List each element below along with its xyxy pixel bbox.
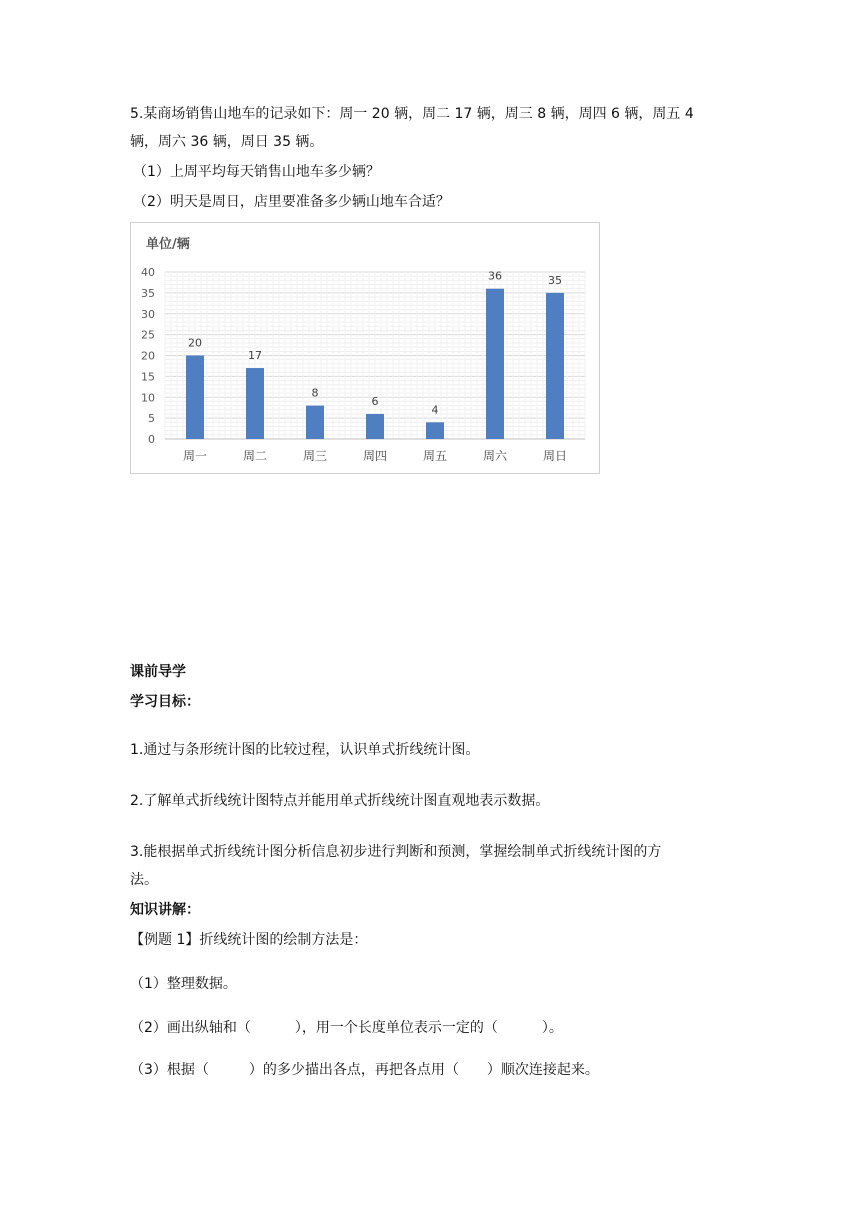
y-tick-label: 15	[141, 370, 155, 384]
y-tick-label: 20	[141, 349, 155, 363]
knowledge-heading: 知识讲解：	[130, 902, 200, 918]
step-3	[130, 1060, 599, 1080]
data-label: 6	[371, 394, 379, 408]
x-tick-label: 周二	[242, 449, 268, 463]
step-1: （1）整理数据。	[130, 976, 237, 992]
goal-3-line-1: 3.能根据单式折线统计图分析信息初步进行判断和预测，掌握绘制单式折线统计图的方	[130, 844, 662, 860]
data-label: 8	[311, 386, 319, 400]
bar	[486, 289, 504, 439]
x-tick-label: 周三	[302, 449, 328, 463]
goal-1: 1.通过与条形统计图的比较过程，认识单式折线统计图。	[130, 742, 480, 758]
chart-title: 单位/辆	[146, 237, 190, 252]
y-tick-label: 30	[141, 307, 155, 321]
x-tick-label: 周五	[422, 449, 448, 463]
step-2	[130, 1018, 563, 1038]
step-2-part-c: ）。	[541, 1020, 563, 1036]
bar	[246, 368, 264, 439]
step-3-part-c: ）顺次连接起来。	[486, 1062, 599, 1078]
y-tick-label: 0	[148, 433, 155, 446]
x-tick-label: 周四	[362, 449, 388, 463]
example-1: 【例题 1】折线统计图的绘制方法是：	[130, 932, 368, 948]
question-2: （2）明天是周日，店里要准备多少辆山地车合适？	[133, 194, 450, 210]
bar-chart	[130, 222, 600, 474]
data-label: 36	[488, 269, 502, 283]
data-label: 4	[431, 403, 439, 417]
bar	[546, 293, 564, 439]
y-tick-label: 10	[141, 391, 155, 405]
step-3-part-a: （3）根据（	[130, 1062, 209, 1078]
bar-chart-svg	[131, 223, 599, 473]
y-tick-label: 25	[141, 328, 155, 342]
goal-3-line-2: 法。	[130, 872, 158, 888]
bar	[426, 422, 444, 439]
x-tick-label: 周六	[482, 449, 508, 463]
y-tick-label: 35	[141, 286, 155, 300]
data-label: 17	[248, 349, 262, 363]
y-tick-label: 40	[141, 266, 155, 279]
data-label: 35	[548, 273, 562, 287]
x-tick-label: 周一	[182, 449, 208, 463]
goals-heading: 学习目标：	[130, 694, 200, 710]
section-heading: 课前导学	[130, 664, 186, 680]
goal-2: 2.了解单式折线统计图特点并能用单式折线统计图直观地表示数据。	[130, 793, 550, 809]
y-tick-label: 5	[148, 412, 155, 426]
data-label: 20	[188, 336, 202, 350]
x-axis-ticks	[183, 449, 567, 463]
y-axis-ticks	[141, 266, 155, 446]
bar	[306, 406, 324, 439]
x-tick-label: 周日	[542, 449, 568, 463]
bar	[366, 414, 384, 439]
step-3-part-b: ）的多少描出各点，再把各点用（	[248, 1062, 459, 1078]
problem-line-1: 5.某商场销售山地车的记录如下：周一 20 辆，周二 17 辆，周三 8 辆，周四 6 辆，周五 4	[130, 106, 694, 122]
question-1: （1）上周平均每天销售山地车多少辆？	[133, 164, 380, 180]
step-2-part-a: （2）画出纵轴和（	[130, 1020, 251, 1036]
problem-line-2: 辆，周六 36 辆，周日 35 辆。	[130, 134, 324, 150]
bar	[186, 356, 204, 440]
step-2-part-b: ），用一个长度单位表示一定的（	[294, 1020, 498, 1036]
